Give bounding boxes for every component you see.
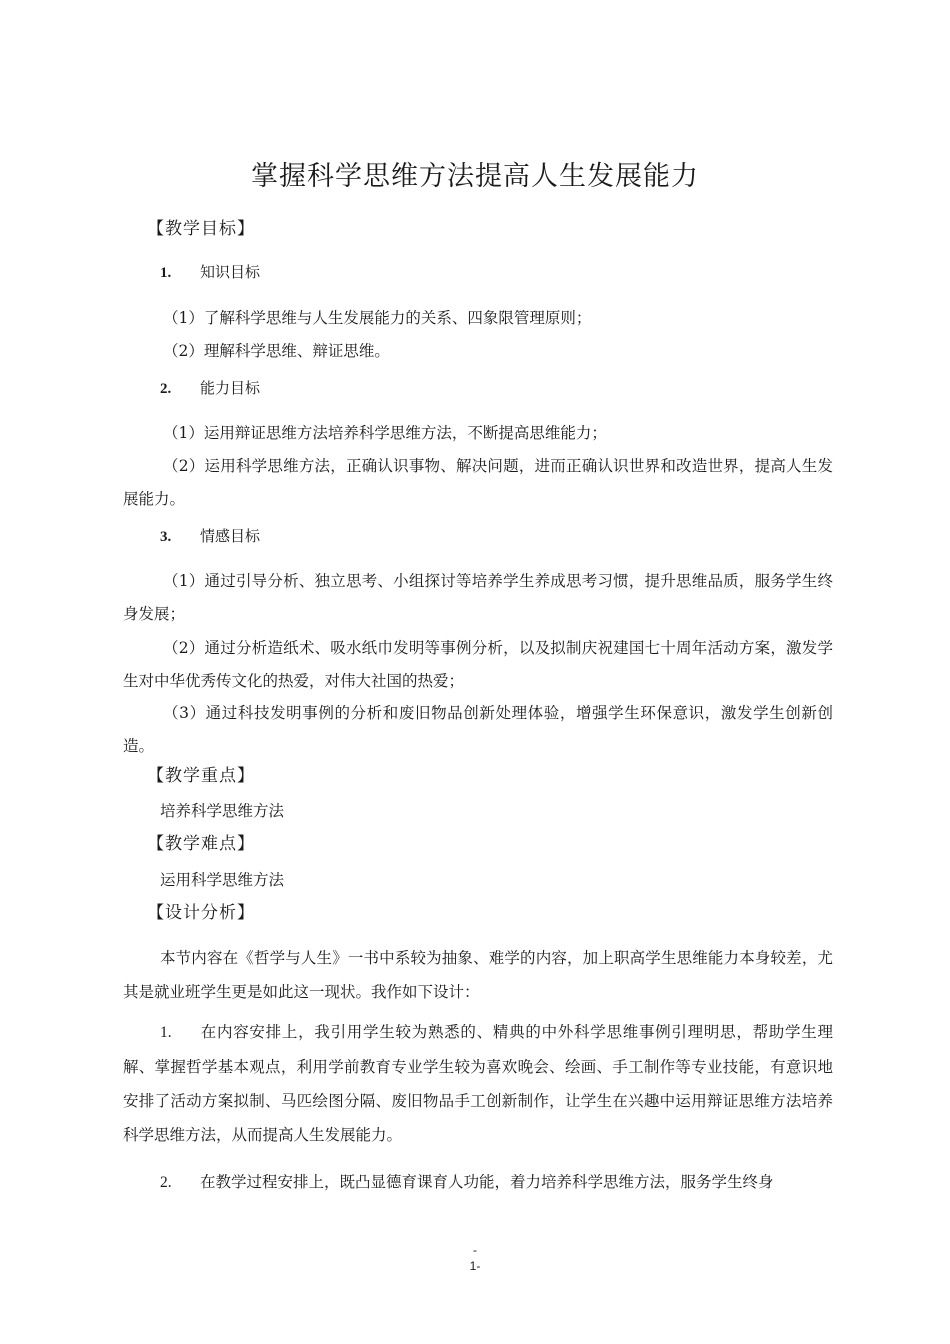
design-item-1-number: 1. [160, 1024, 172, 1041]
emotion-goal-3: （3）通过科技发明事例的分析和废旧物品创新处理体验，增强学生环保意识，激发学生创新创造。 [123, 704, 833, 755]
key-point-heading: 【教学重点】 [147, 766, 255, 786]
emotion-goal-1: （1）通过引导分析、独立思考、小组探讨等培养学生养成思考习惯，提升思维品质，服务学生终身发展； [123, 572, 833, 623]
emotion-goal-label: 情感目标 [200, 527, 261, 545]
ability-goal-1: （1）运用辩证思维方法培养科学思维方法，不断提高思维能力； [163, 424, 607, 442]
design-item-1-text: 在内容安排上，我引用学生较为熟悉的、精典的中外科学思维事例引理明思，帮助学生理解、掌握哲学基本观点，利用学前教育专业学生较为喜欢晚会、绘画、手工制作等专业技能，有意识地安排了活动方案拟制、马匹绘图分隔、废旧物品手工创新制作，让学生在兴趣中运用辩证思维方法培养科学思维方法，从而提高人生发展能力。 [123, 1023, 833, 1144]
page-number: 1- [469, 1259, 481, 1273]
ability-goal-label: 能力目标 [200, 379, 261, 397]
ability-goal-number: 2. [160, 381, 172, 397]
difficulty-text: 运用科学思维方法 [160, 871, 285, 889]
document-title: 掌握科学思维方法提高人生发展能力 [251, 161, 699, 192]
design-intro: 本节内容在《哲学与人生》一书中系较为抽象、难学的内容，加上职高学生思维能力本身较差，尤其是就业班学生更是如此这一现状。我作如下设计： [123, 949, 833, 1001]
design-analysis-heading: 【设计分析】 [147, 903, 255, 923]
knowledge-goal-2: （2）理解科学思维、辩证思维。 [163, 342, 390, 360]
knowledge-goal-label: 知识目标 [200, 263, 261, 281]
knowledge-goal-item [160, 260, 260, 285]
ability-goal-2: （2）运用科学思维方法，正确认识事物、解决问题，进而正确认识世界和改造世界，提高人生发展能力。 [123, 457, 833, 508]
design-item-2 [123, 1165, 833, 1200]
emotion-goal-item [160, 524, 260, 549]
design-item-1 [123, 1015, 833, 1152]
emotion-goal-number: 3. [160, 529, 172, 545]
difficulty-heading: 【教学难点】 [147, 834, 255, 854]
key-point-text: 培养科学思维方法 [160, 802, 285, 820]
design-item-2-number: 2. [160, 1174, 172, 1191]
knowledge-goal-1: （1）了解科学思维与人生发展能力的关系、四象限管理原则； [163, 309, 592, 327]
knowledge-goal-number: 1. [160, 265, 172, 281]
emotion-goal-2: （2）通过分析造纸术、吸水纸巾发明等事例分析，以及拟制庆祝建国七十周年活动方案，激发学生对中华优秀传文化的热爱，对伟大社国的热爱； [123, 639, 833, 690]
teaching-goals-heading: 【教学目标】 [147, 219, 255, 239]
ability-goal-item [160, 376, 260, 401]
design-item-2-text: 在教学过程安排上，既凸显德育课育人功能，着力培养科学思维方法，服务学生终身 [200, 1173, 774, 1191]
footer-dash: - [473, 1243, 477, 1257]
